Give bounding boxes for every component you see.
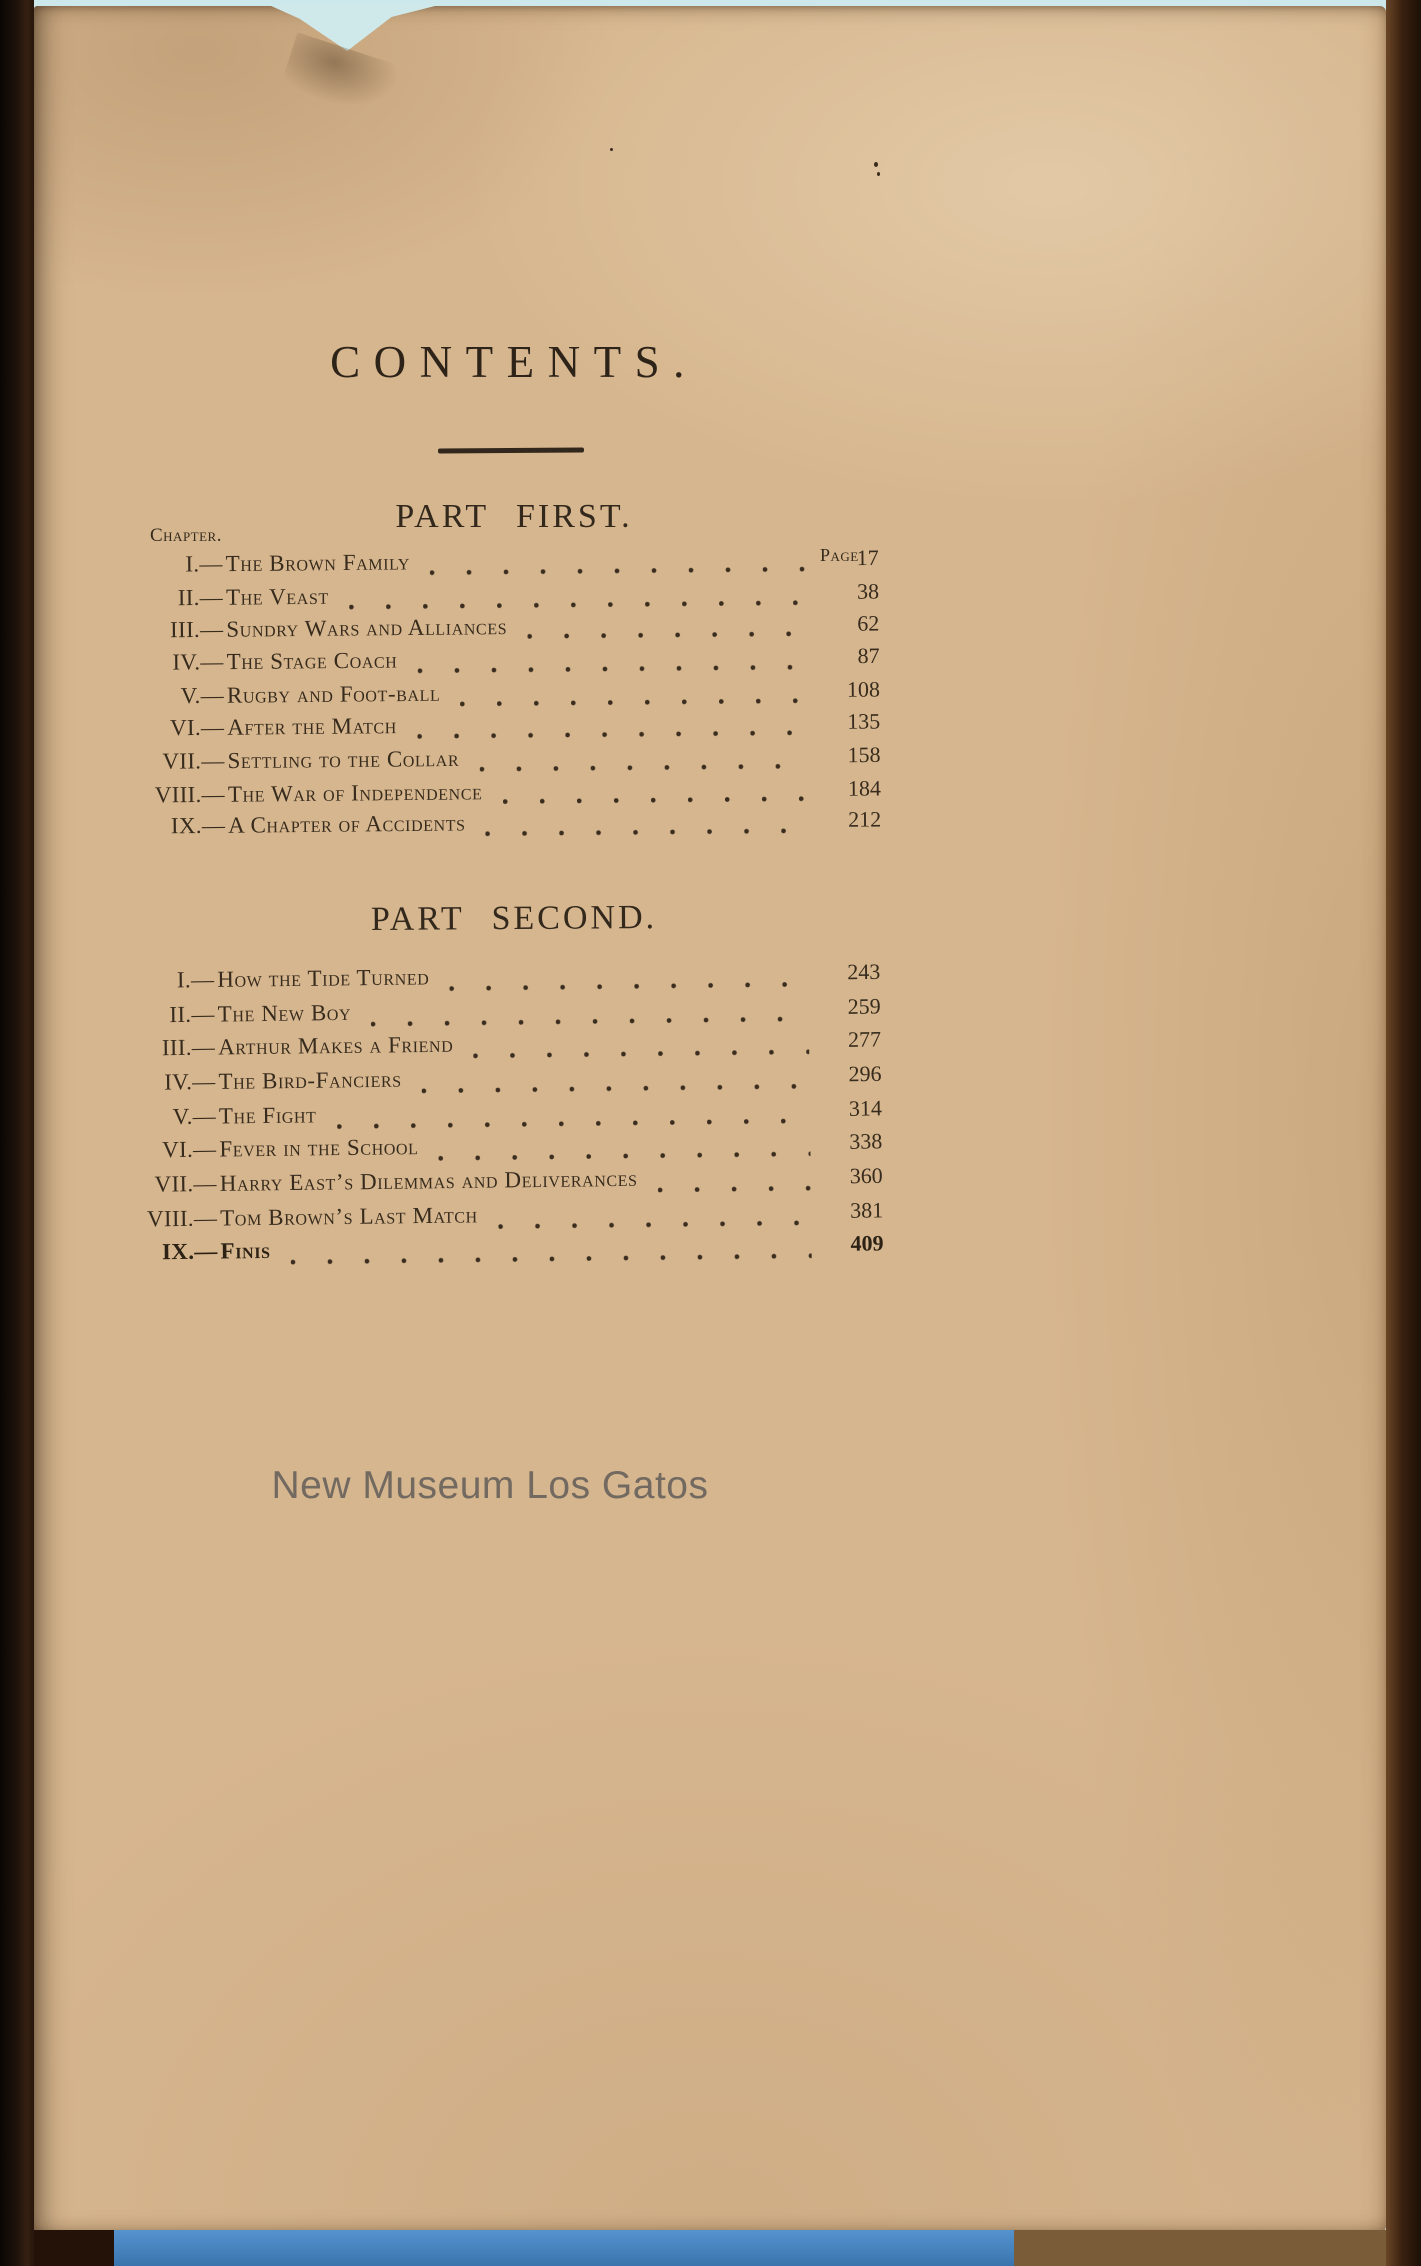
chapter-numeral: IX.— [170,813,226,839]
chapter-column-label: Chapter. [150,525,222,546]
page-column-label: Page [820,545,859,565]
chapter-page-number: 381 [849,1197,884,1223]
dot-leader [658,1186,811,1193]
chapter-page-number: 277 [847,1026,882,1052]
chapter-page-number: 360 [849,1162,883,1189]
chapter-page-number: 338 [849,1128,883,1154]
chapter-page-number: 243 [847,958,881,985]
chapter-page-number: 259 [847,993,881,1019]
chapter-numeral: IV.— [164,1068,216,1095]
dot-leader [502,797,809,805]
dot-leader [417,665,807,674]
chapter-numeral: III.— [161,1034,216,1061]
chapter-title: After the Match [227,713,397,740]
chapter-numeral: VII.— [162,747,225,774]
toc-entry [139,807,881,847]
scanner-background-strip [114,2230,1014,2266]
dot-leader [460,698,808,706]
dot-leader [439,1151,811,1161]
dot-leader [371,1016,809,1026]
chapter-numeral: IV.— [172,649,224,676]
chapter-title: The Bird-Fanciers [218,1066,402,1094]
dot-leader [449,982,808,991]
chapter-numeral: V.— [172,1103,217,1130]
chapter-title: The Stage Coach [226,647,398,675]
dot-leader [291,1253,812,1264]
part-second-heading: PART SECOND. [370,899,658,938]
chapter-title: Fever in the School [219,1134,419,1162]
book-cover-bottom-left [34,2230,114,2266]
chapter-numeral: VIII.— [146,1205,218,1232]
part-second-toc [128,959,884,1274]
chapter-page-number: 135 [847,708,881,734]
dot-leader [473,1049,809,1058]
chapter-page-number: 158 [847,741,881,767]
page-crease-shadow [280,32,403,121]
chapter-page-number: 409 [850,1230,884,1256]
chapter-page-number: 314 [848,1095,883,1121]
chapter-numeral: I.— [176,966,215,993]
chapter-numeral: II.— [177,584,224,611]
ink-speck [877,172,880,176]
book-cover-bottom-right [1014,2230,1386,2266]
chapter-page-number: 17 [856,544,879,571]
chapter-page-number: 212 [848,806,882,833]
book-cover-edge [1386,0,1421,2266]
section-divider-rule [438,447,584,453]
chapter-title: The Brown Family [225,549,411,577]
chapter-page-number: 108 [846,676,881,702]
chapter-numeral: VII.— [154,1170,217,1197]
dot-leader [486,828,810,836]
dot-leader [417,730,808,739]
chapter-page-number: 62 [857,610,880,636]
chapter-page-number: 87 [857,643,880,669]
part-first-toc [137,545,882,847]
chapter-title: The War of Independence [227,778,483,807]
chapter-title: How the Tide Turned [217,964,430,992]
part-first-heading: PART FIRST. [395,498,633,535]
chapter-title: Rugby and Foot-ball [226,680,441,708]
chapter-numeral: VIII.— [154,781,226,808]
chapter-numeral: IX.— [161,1238,218,1265]
chapter-numeral: V.— [180,682,225,709]
chapter-title: Settling to the Collar [227,745,460,773]
chapter-title: The Fight [218,1102,317,1129]
dot-leader [479,763,808,771]
chapter-numeral: III.— [169,616,224,642]
chapter-title: Harry East’s Dilemmas and Deliverances [219,1165,638,1196]
chapter-title: Finis [220,1237,271,1264]
watermark: New Museum Los Gatos [271,1464,709,1507]
chapter-numeral: VI.— [161,1136,217,1163]
chapter-numeral: I.— [185,551,223,577]
chapter-numeral: II.— [169,1001,215,1028]
chapter-numeral: VI.— [169,714,225,741]
book-page [34,6,1386,2234]
dot-leader [430,566,807,575]
chapter-title: Sundry Wars and Alliances [226,613,508,642]
ink-speck [874,162,878,167]
chapter-page-number: 296 [848,1060,882,1087]
book-spine [0,0,34,2266]
dot-leader [498,1220,811,1229]
dot-leader [422,1084,810,1094]
ink-speck [610,148,613,151]
chapter-title: The Veast [225,583,329,610]
dot-leader [337,1118,810,1129]
dot-leader [349,600,807,609]
chapter-title: The New Boy [217,999,352,1027]
contents-title: CONTENTS. [330,337,698,387]
chapter-page-number: 38 [856,578,880,604]
chapter-title: Tom Brown’s Last Match [220,1202,478,1231]
chapter-title: Arthur Makes a Friend [217,1031,454,1060]
chapter-title: A Chapter of Accidents [228,810,466,839]
dot-leader [527,632,807,640]
chapter-page-number: 184 [847,775,881,801]
